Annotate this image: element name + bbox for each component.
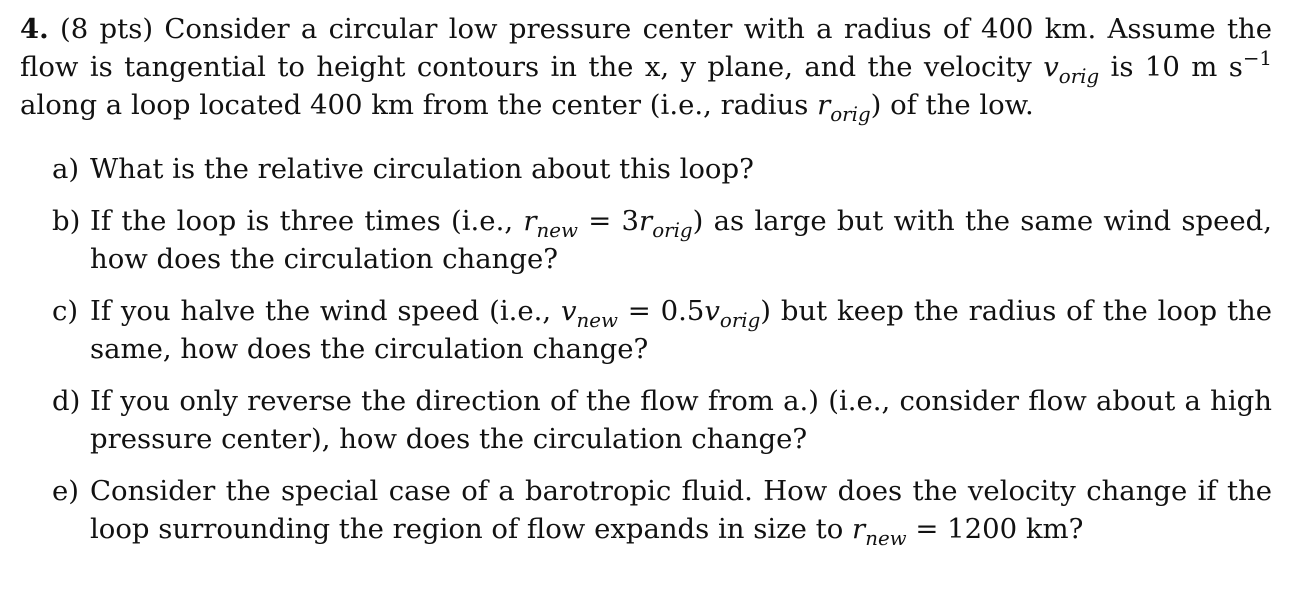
new-subscript: new xyxy=(536,218,578,242)
unit-exponent: −1 xyxy=(1242,47,1272,71)
velocity-orig-subscript: orig xyxy=(1058,64,1100,88)
subquestion-label: c) xyxy=(52,295,79,327)
velocity-orig-symbol: v xyxy=(704,295,720,327)
subquestion-text: What is the relative circulation about this loop? xyxy=(90,153,754,185)
radius-orig-subscript: orig xyxy=(830,102,871,126)
intro-text-2: is 10 m s xyxy=(1110,51,1243,83)
radius-symbol: r xyxy=(817,89,831,121)
equation-middle: = 0.5 xyxy=(617,295,705,327)
subquestion-text: Consider the special case of a barotropic fluid. How does the velocity change if the loop surrounding the region of flow expands in size to xyxy=(90,475,1272,545)
radius-new-symbol: r xyxy=(523,205,537,237)
subquestion-list xyxy=(20,150,1272,548)
subquestion-label: d) xyxy=(52,385,81,417)
intro-text-4: ) of the low. xyxy=(870,89,1034,121)
radius-orig-symbol: r xyxy=(639,205,653,237)
new-subscript: new xyxy=(576,308,618,332)
orig-subscript: orig xyxy=(652,218,693,242)
subquestion-a xyxy=(20,150,1272,188)
subquestion-label: b) xyxy=(52,205,81,237)
subquestion-label: a) xyxy=(52,153,80,185)
subquestion-text: If you halve the wind speed (i.e., xyxy=(90,295,552,327)
subquestion-text-continued: ) as large but with the same wind speed, how does the circulation change? xyxy=(90,205,1272,275)
subquestion-d xyxy=(20,382,1272,458)
subquestion-text-continued: ) but keep the radius of the loop the same, how does the circulation change? xyxy=(90,295,1272,365)
subquestion-label: e) xyxy=(52,475,80,507)
homework-question xyxy=(20,10,1272,562)
velocity-symbol: v xyxy=(1043,51,1059,83)
equation-middle: = 3 xyxy=(577,205,640,237)
subquestion-b xyxy=(20,202,1272,278)
orig-subscript: orig xyxy=(719,308,761,332)
radius-new-symbol: r xyxy=(852,513,866,545)
subquestion-text: If you only reverse the direction of the flow from a.) (i.e., consider flow about a high pressure center), how does the circulation change? xyxy=(90,385,1272,455)
intro-text-3: along a loop located 400 km from the center (i.e., radius xyxy=(20,89,809,121)
question-number: 4. xyxy=(20,13,49,45)
subquestion-text-continued: = 1200 km? xyxy=(906,513,1084,545)
intro-text-1: Consider a circular low pressure center with a radius of 400 km. Assume the flow is tangential to height contours in the x, y plane, and the velocity xyxy=(20,13,1273,83)
subquestion-c xyxy=(20,292,1272,368)
subquestion-text: If the loop is three times (i.e., xyxy=(90,205,514,237)
question-intro xyxy=(20,10,1272,124)
velocity-new-symbol: v xyxy=(560,295,577,327)
question-points: (8 pts) xyxy=(60,13,154,45)
subquestion-e xyxy=(20,472,1272,548)
new-subscript: new xyxy=(865,526,907,550)
